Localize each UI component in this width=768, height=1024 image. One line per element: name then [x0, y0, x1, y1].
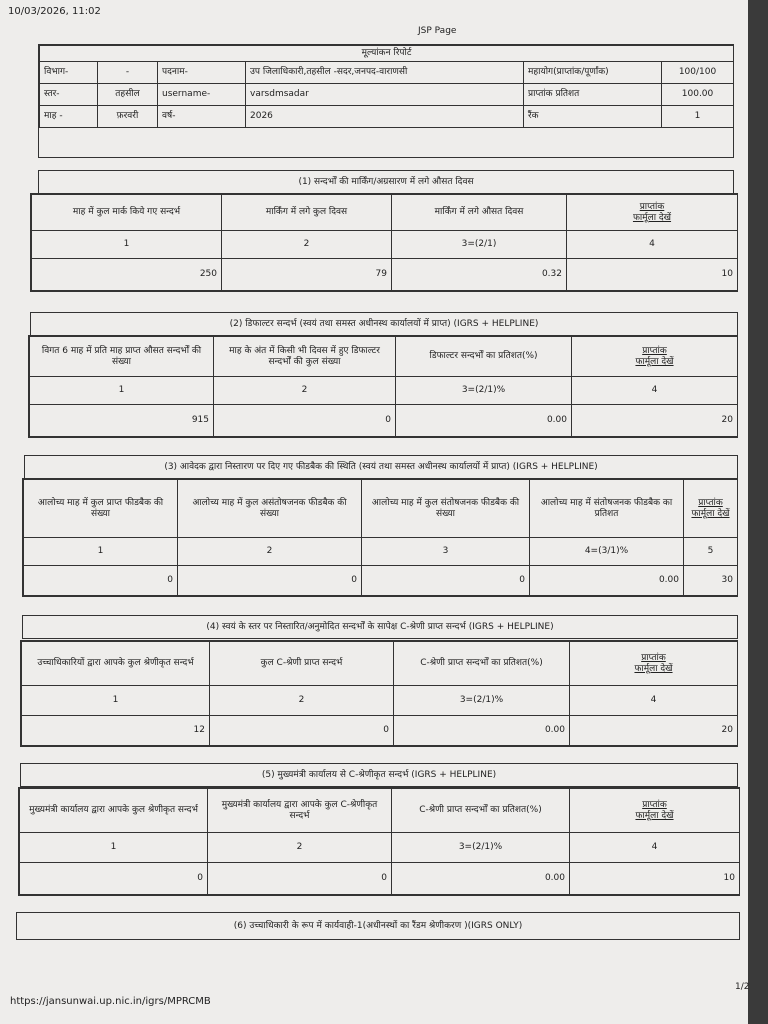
print-datetime: 10/03/2026, 11:02 [8, 6, 101, 17]
sec4-formula-label: फार्मूला देखें [634, 663, 673, 674]
sec2-header-3: डिफाल्टर सन्दर्भों का प्रतिशत(%) [396, 337, 572, 377]
section-2-title: (2) डिफाल्टर सन्दर्भ (स्वयं तथा समस्त अधीनस्थ कार्यालयों में प्राप्त) (IGRS + HELPLINE) [30, 312, 738, 336]
total-value: 100/100 [662, 62, 734, 84]
year-label: वर्ष- [158, 106, 246, 128]
sec3-val-1: 0 [24, 566, 178, 596]
dept-label: विभाग- [40, 62, 98, 84]
post-value: उप जिलाधिकारी,तहसील -सदर,जनपद-वाराणसी [246, 62, 524, 84]
level-value: तहसील [98, 84, 158, 106]
sec1-idx-1: 1 [32, 231, 222, 259]
sec3-idx-5: 5 [684, 538, 738, 566]
sec1-val-3: 0.32 [392, 259, 567, 291]
sec5-idx-3: 3=(2/1)% [392, 833, 570, 863]
sec3-score-label: प्राप्तांक [698, 497, 723, 508]
total-label: महायोग(प्राप्तांक/पूर्णांक) [524, 62, 662, 84]
rank-label: रैंक [524, 106, 662, 128]
level-label: स्तर- [40, 84, 98, 106]
section-4-table [20, 640, 738, 747]
year-value: 2026 [246, 106, 524, 128]
sec1-idx-2: 2 [222, 231, 392, 259]
sec3-formula-link[interactable] [684, 480, 738, 538]
post-label: पदनाम- [158, 62, 246, 84]
page-title: JSP Page [418, 26, 457, 36]
sec3-header-1: आलोच्य माह में कुल प्राप्त फीडबैक की संख्या [24, 480, 178, 538]
sec1-header-1: माह में कुल मार्क किये गए सन्दर्भ [32, 195, 222, 231]
sec5-header-2: मुख्यमंत्री कार्यालय द्वारा आपके कुल C-श्रेणीकृत सन्दर्भ [208, 789, 392, 833]
sec1-val-2: 79 [222, 259, 392, 291]
sec3-idx-2: 2 [178, 538, 362, 566]
sec5-formula-label: फार्मूला देखें [635, 810, 674, 821]
section-4-title: (4) स्वयं के स्तर पर निस्तारित/अनुमोदित सन्दर्भों के सापेक्ष C-श्रेणी प्राप्त सन्दर्भ (IGRS + HELPLINE) [22, 615, 738, 639]
sec2-val-3: 0.00 [396, 405, 572, 437]
sec4-idx-4: 4 [570, 686, 738, 716]
sec3-val-4: 0.00 [530, 566, 684, 596]
section-5-table [18, 787, 740, 896]
sec1-idx-4: 4 [567, 231, 738, 259]
sec2-idx-1: 1 [30, 377, 214, 405]
sec4-score-label: प्राप्तांक [641, 652, 666, 663]
dept-value: - [98, 62, 158, 84]
page-number: 1/2 [735, 982, 750, 992]
sec4-header-1: उच्चाधिकारियों द्वारा आपके कुल श्रेणीकृत सन्दर्भ [22, 642, 210, 686]
sec4-idx-2: 2 [210, 686, 394, 716]
sec2-val-1: 915 [30, 405, 214, 437]
section-3-title: (3) आवेदक द्वारा निस्तारण पर दिए गए फीडबैक की स्थिति (स्वयं तथा समस्त अधीनस्थ कार्यालयों में प्राप्त) (IGRS + HELPLINE) [24, 455, 738, 479]
username-value: varsdmsadar [246, 84, 524, 106]
sec1-formula-label: फार्मूला देखें [632, 212, 672, 223]
username-label: username- [158, 84, 246, 106]
sec4-idx-3: 3=(2/1)% [394, 686, 570, 716]
sec1-val-1: 250 [32, 259, 222, 291]
sec2-val-4: 20 [572, 405, 738, 437]
section-1-title: (1) सन्दर्भों की मार्किंग/अग्रसारण में लगे औसत दिवस [38, 170, 734, 194]
sec3-idx-4: 4=(3/1)% [530, 538, 684, 566]
month-value: फ़रवरी [98, 106, 158, 128]
sec5-idx-2: 2 [208, 833, 392, 863]
sec5-formula-link[interactable] [570, 789, 740, 833]
sec5-header-1: मुख्यमंत्री कार्यालय द्वारा आपके कुल श्रेणीकृत सन्दर्भ [20, 789, 208, 833]
sec4-val-3: 0.00 [394, 716, 570, 746]
sec5-val-1: 0 [20, 863, 208, 895]
section-3-table [22, 478, 738, 597]
sec1-formula-link[interactable] [567, 195, 738, 231]
sec4-val-4: 20 [570, 716, 738, 746]
sec4-header-3: C-श्रेणी प्राप्त सन्दर्भों का प्रतिशत(%) [394, 642, 570, 686]
sec3-idx-3: 3 [362, 538, 530, 566]
sec2-idx-3: 3=(2/1)% [396, 377, 572, 405]
sec2-idx-2: 2 [214, 377, 396, 405]
sec4-val-1: 12 [22, 716, 210, 746]
sec5-idx-4: 4 [570, 833, 740, 863]
report-title: मूल्यांकन रिपोर्ट [40, 46, 734, 62]
sec4-formula-link[interactable] [570, 642, 738, 686]
sec1-idx-3: 3=(2/1) [392, 231, 567, 259]
sec2-formula-label: फार्मूला देखें [635, 356, 674, 367]
sec2-header-1: विगत 6 माह में प्रति माह प्राप्त औसत सन्दर्भों की संख्या [30, 337, 214, 377]
footer-url: https://jansunwai.up.nic.in/igrs/MPRCMB [10, 996, 211, 1007]
sec3-formula-label: फार्मूला देखें [691, 508, 730, 519]
section-1-table [30, 193, 738, 292]
sec2-score-label: प्राप्तांक [642, 345, 667, 356]
sec3-val-3: 0 [362, 566, 530, 596]
sec5-score-label: प्राप्तांक [642, 799, 667, 810]
month-label: माह - [40, 106, 98, 128]
sec2-header-2: माह के अंत में किसी भी दिवस में हुए डिफाल्टर सन्दर्भों की कुल संख्या [214, 337, 396, 377]
sec2-formula-link[interactable] [572, 337, 738, 377]
sec3-header-2: आलोच्य माह में कुल असंतोषजनक फीडबैक की संख्या [178, 480, 362, 538]
sec5-header-3: C-श्रेणी प्राप्त सन्दर्भों का प्रतिशत(%) [392, 789, 570, 833]
sec5-val-4: 10 [570, 863, 740, 895]
section-6-title: (6) उच्चाधिकारी के रूप में कार्यवाही-1(अधीनस्थों का रैंडम श्रेणीकरण )(IGRS ONLY) [16, 912, 740, 940]
section-2-table [28, 335, 738, 438]
sec1-score-label: प्राप्तांक [639, 201, 665, 212]
sec5-val-3: 0.00 [392, 863, 570, 895]
sec1-val-4: 10 [567, 259, 738, 291]
section-5-title: (5) मुख्यमंत्री कार्यालय से C-श्रेणीकृत सन्दर्भ (IGRS + HELPLINE) [20, 763, 738, 787]
sec2-val-2: 0 [214, 405, 396, 437]
sec3-val-5: 30 [684, 566, 738, 596]
report-header-table [38, 44, 734, 158]
sec4-header-2: कुल C-श्रेणी प्राप्त सन्दर्भ [210, 642, 394, 686]
sec3-header-3: आलोच्य माह में कुल संतोषजनक फीडबैक की संख्या [362, 480, 530, 538]
rank-value: 1 [662, 106, 734, 128]
sec3-val-2: 0 [178, 566, 362, 596]
sec5-idx-1: 1 [20, 833, 208, 863]
sec3-idx-1: 1 [24, 538, 178, 566]
sec4-idx-1: 1 [22, 686, 210, 716]
sec2-idx-4: 4 [572, 377, 738, 405]
sec3-header-4: आलोच्य माह में संतोषजनक फीडबैक का प्रतिशत [530, 480, 684, 538]
sec1-header-2: मार्किंग में लगे कुल दिवस [222, 195, 392, 231]
sec4-val-2: 0 [210, 716, 394, 746]
percent-label: प्राप्तांक प्रतिशत [524, 84, 662, 106]
percent-value: 100.00 [662, 84, 734, 106]
sec1-header-3: मार्किंग में लगे औसत दिवस [392, 195, 567, 231]
sec5-val-2: 0 [208, 863, 392, 895]
